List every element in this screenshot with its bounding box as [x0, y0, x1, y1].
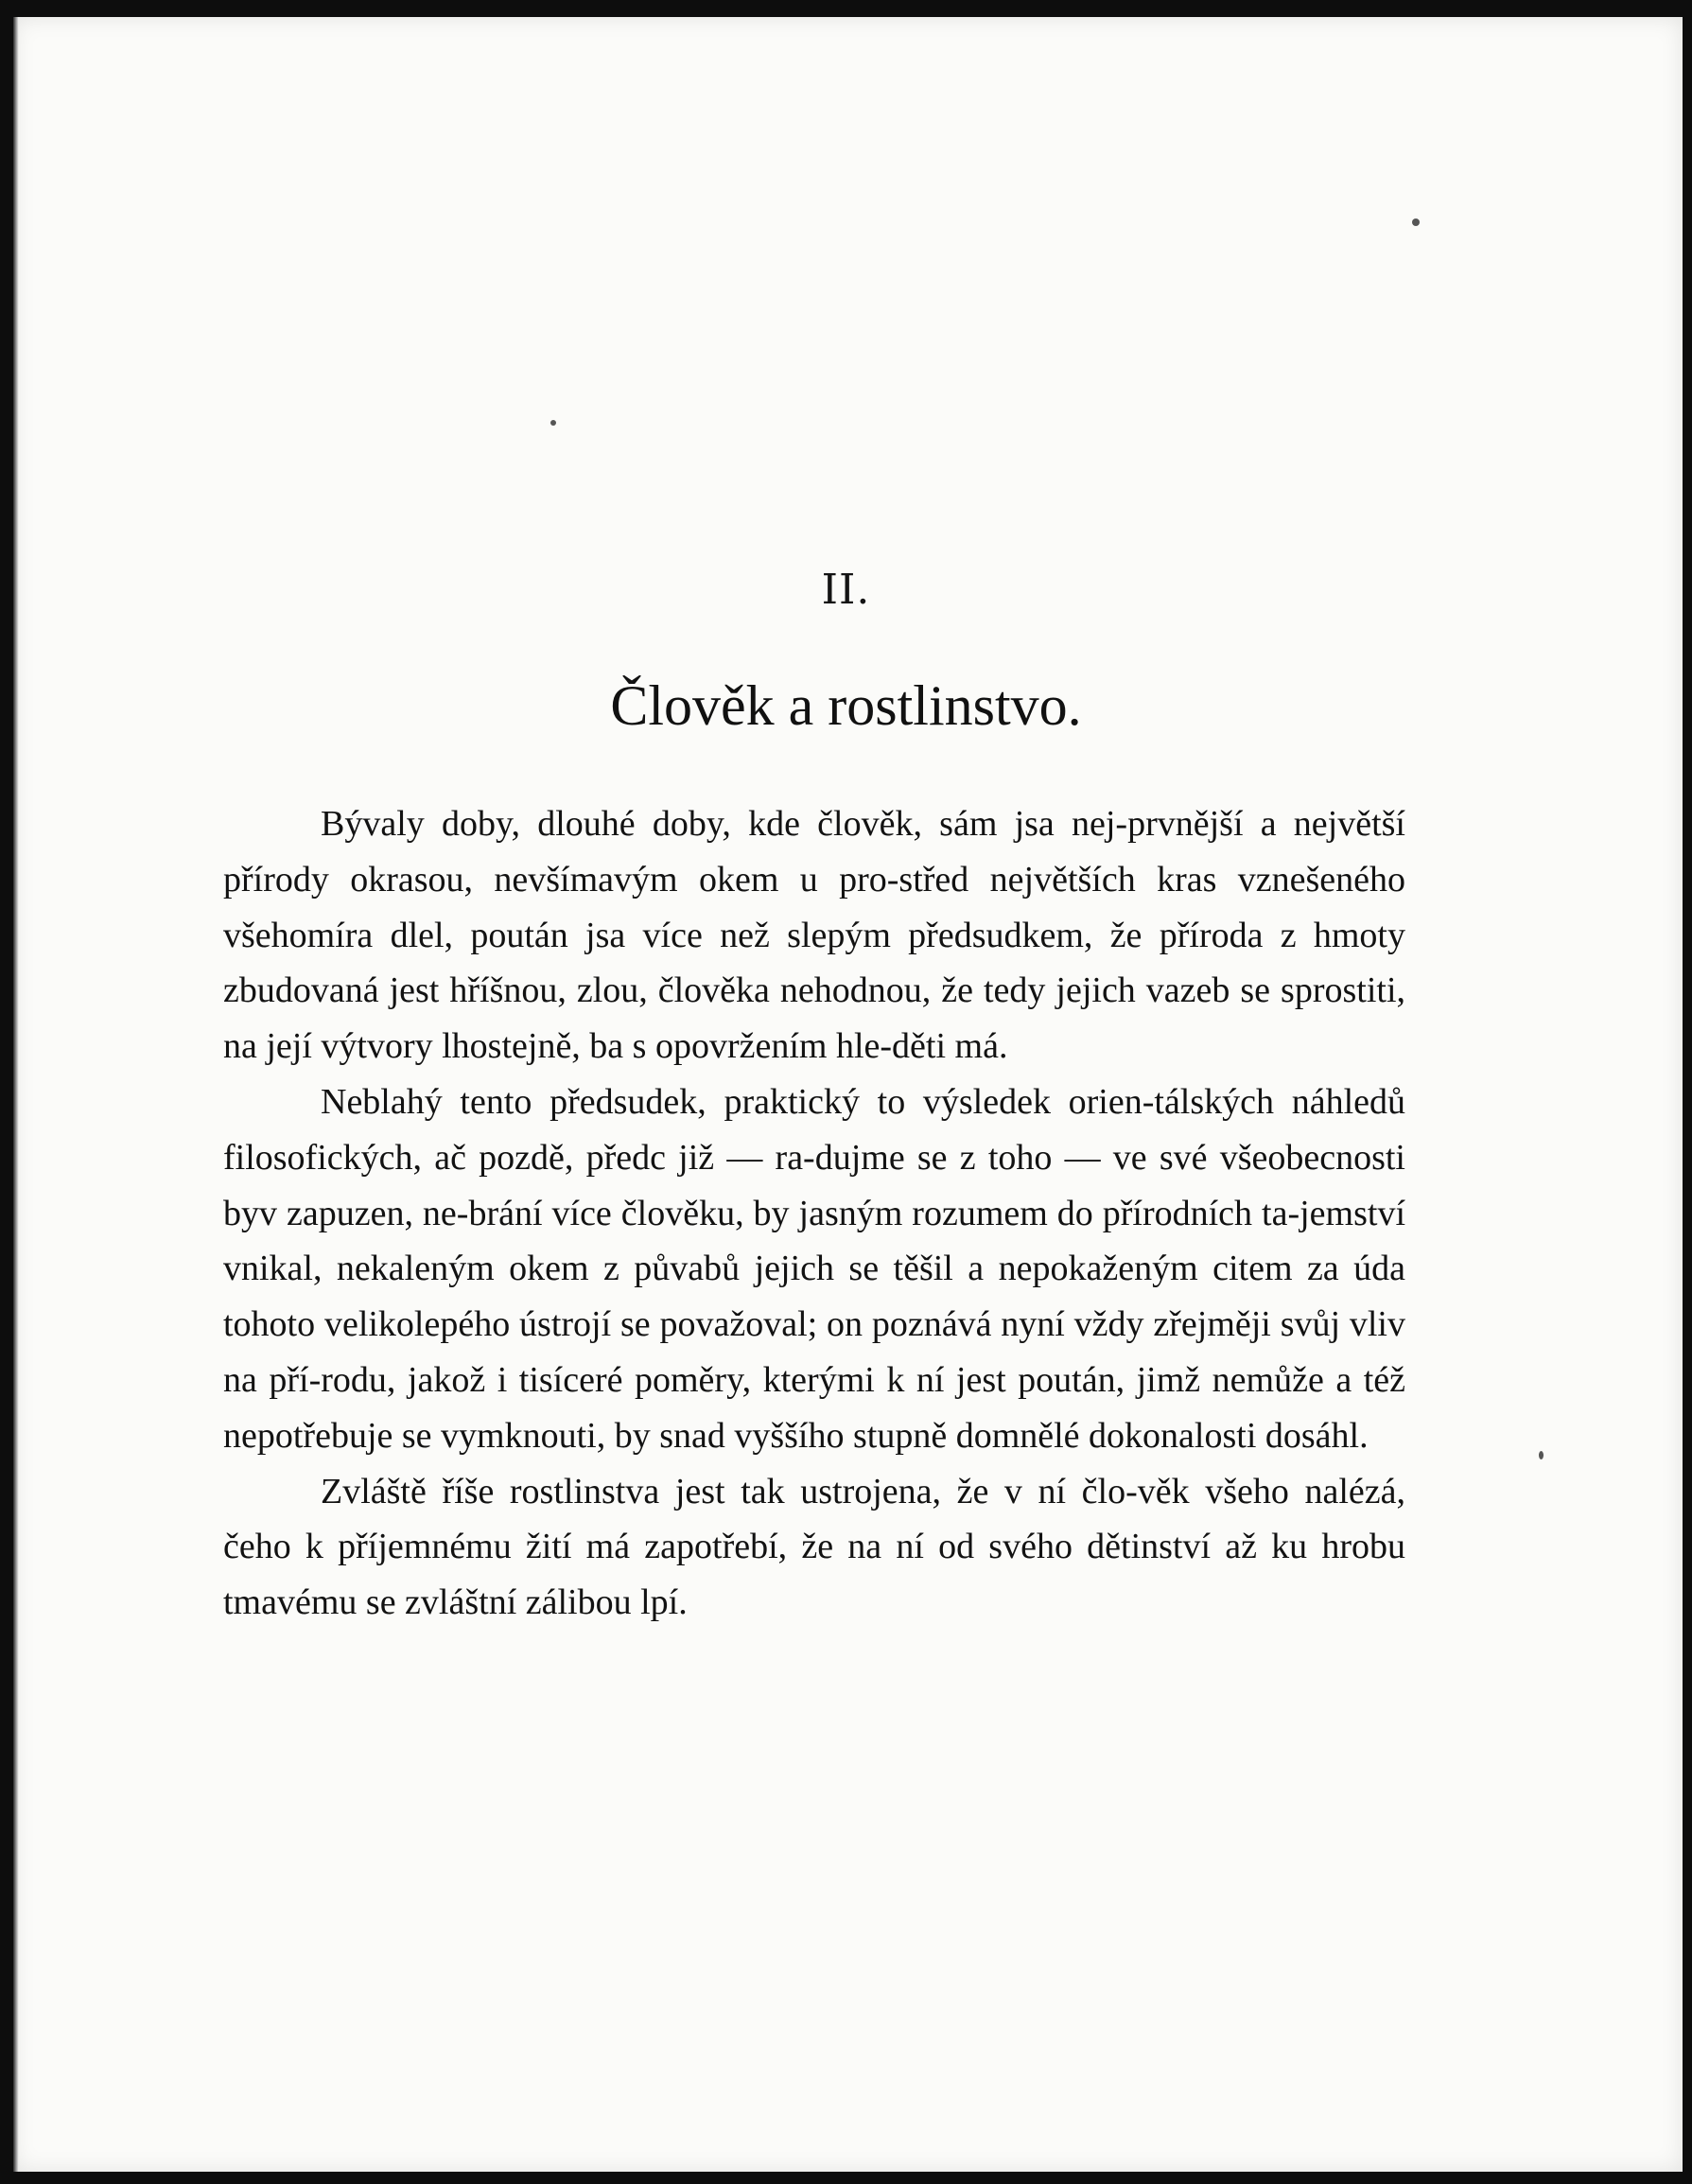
paragraph-1: Bývaly doby, dlouhé doby, kde člověk, sám jsa nej-prvnější a největší přírody okrasou, nevšímavým okem u pro-střed největších kras vznešeného všehomíra dlel, poután jsa více než slepým předsudkem, že příroda z hmoty zbudovaná jest hříšnou, zlou, člověka nehodnou, že tedy jejich vazeb se sprostiti, na její výtvory lhostejně, ba s opovržením hle-děti má. [223, 804, 1405, 1067]
dust-speck [1539, 1451, 1544, 1459]
paragraph-2: Neblahý tento předsudek, praktický to výsledek orien-tálských náhledů filosofických, ač pozdě, předc již — ra-dujme se z toho — ve své všeobecnosti byv zapuzen, ne-brání více člověku, by jasným rozumem do přírodních ta-jemství vnikal, nekaleným okem z půvabů jejich se těšil a nepokaženým citem za úda tohoto velikolepého ústrojí se považoval; on poznává nyní vždy zřejměji svůj vliv na pří-rodu, jakož i tisíceré poměry, kterými k ní jest poután, jimž nemůže a též nepotřebuje se vymknouti, by snad vyššího stupně domnělé dokonalosti dosáhl. [223, 1081, 1405, 1456]
dust-speck [550, 420, 556, 426]
chapter-number: II. [821, 566, 871, 614]
page-binding-edge [13, 17, 19, 2172]
paragraph-3: Zvláště říše rostlinstva jest tak ustrojena, že v ní člo-věk všeho nalézá, čeho k příjemnému žití má zapotřebí, že na ní od svého dětinství až ku hrobu tmavému se zvláštní zálibou lpí. [223, 1471, 1405, 1623]
chapter-title: Člověk a rostlinstvo. [610, 674, 1082, 737]
chapter-body [223, 796, 1405, 1631]
dust-speck [1412, 218, 1420, 226]
